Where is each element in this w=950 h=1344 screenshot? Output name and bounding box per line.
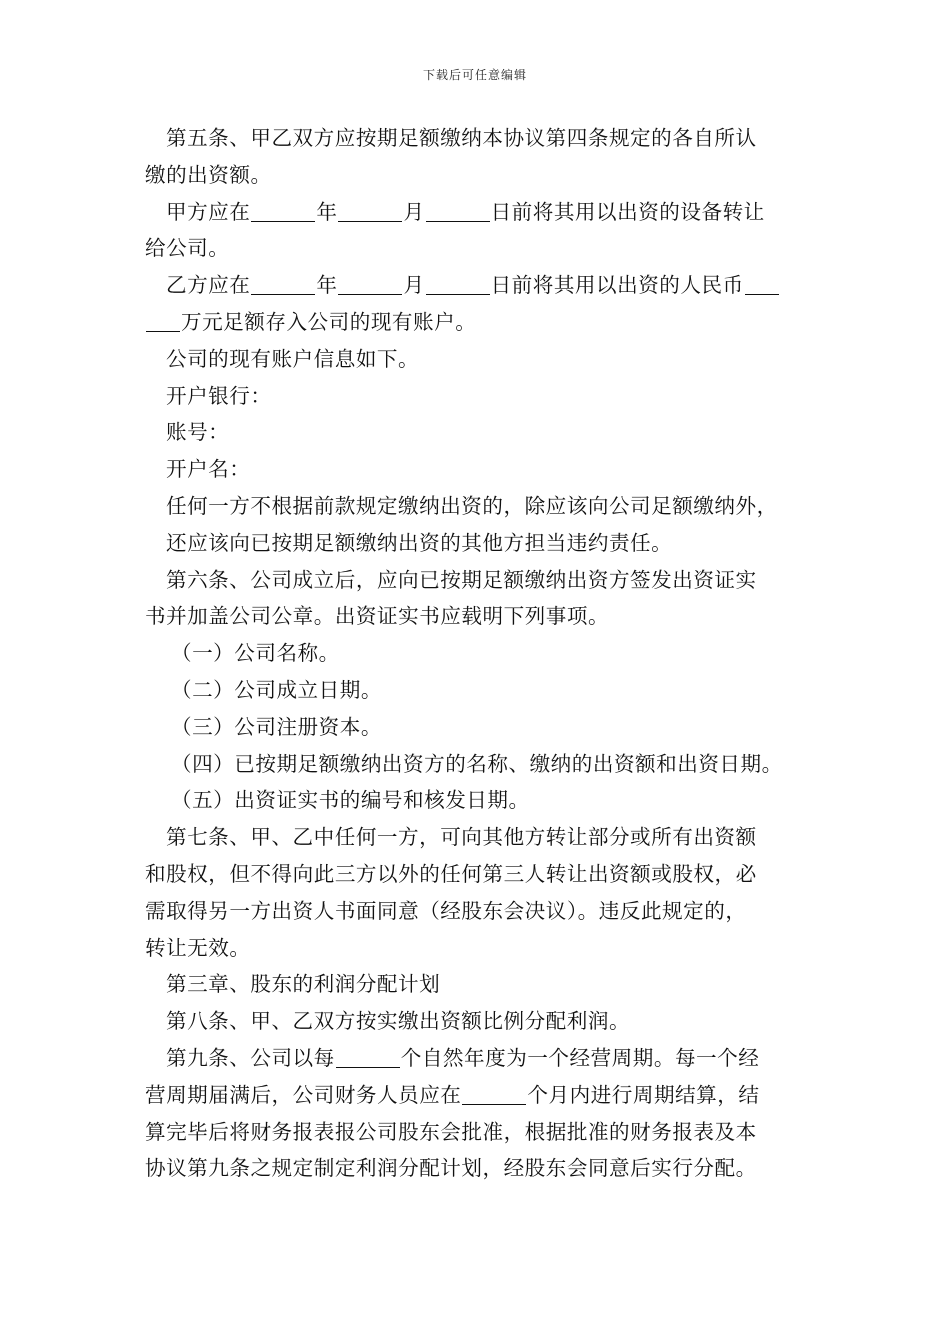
party-b-line-2 [145, 304, 815, 341]
article-7-line-4: 转让无效。 [145, 935, 251, 960]
document-body [145, 120, 815, 1187]
party-b-post: 日前将其用以出资的人民币 [490, 273, 744, 298]
years-blank [336, 1041, 400, 1068]
article-9-line-3: 算完毕后将财务报表报公司股东会批准，根据批准的财务报表及本 [145, 1119, 757, 1144]
year-label: 年 [316, 199, 338, 224]
article-6-item: （二）公司成立日期。 [171, 677, 382, 702]
party-a-line-1 [145, 194, 815, 231]
year-blank [251, 268, 315, 295]
party-a-line-2: 给公司。 [145, 236, 230, 261]
article-6-item: （五）出资证实书的编号和核发日期。 [171, 788, 530, 813]
article-9-line-1 [145, 1040, 815, 1077]
year-label: 年 [316, 273, 338, 298]
page-header: 下载后可任意编辑 [422, 68, 527, 82]
article-9-l2-post: 个月内进行周期结算，结 [527, 1082, 760, 1107]
article-6-line-1: 第六条、公司成立后，应向已按期足额缴纳出资方签发出资证实 [166, 567, 757, 592]
account-bank: 开户银行： [166, 383, 272, 408]
month-label: 月 [403, 199, 425, 224]
article-9-line-2 [145, 1077, 815, 1114]
article-6-line-2: 书并加盖公司公章。出资证实书应载明下列事项。 [145, 604, 610, 629]
day-blank [426, 268, 490, 295]
article-7-line-2: 和股权，但不得向此三方以外的任何第三人转让出资额或股权，必 [145, 861, 757, 886]
article-6-item: （一）公司名称。 [171, 641, 340, 666]
account-name: 开户名： [166, 457, 251, 482]
article-5-line-2: 缴的出资额。 [145, 162, 272, 187]
default-line-2: 还应该向已按期足额缴纳出资的其他方担当违约责任。 [166, 530, 673, 555]
amount-blank-end [146, 305, 180, 332]
party-b-line-2-text: 万元足额存入公司的现有账户。 [181, 309, 477, 334]
default-line-1: 任何一方不根据前款规定缴纳出资的，除应该向公司足额缴纳外， [166, 493, 778, 518]
article-5-line-1: 第五条、甲乙双方应按期足额缴纳本协议第四条规定的各自所认 [166, 126, 757, 150]
month-blank [338, 195, 402, 222]
day-blank [426, 195, 490, 222]
article-6-item: （三）公司注册资本。 [171, 714, 382, 739]
article-9-l1-pre: 第九条、公司以每 [166, 1045, 335, 1070]
article-6-item: （四）已按期足额缴纳出资方的名称、缴纳的出资额和出资日期。 [171, 751, 783, 776]
article-7-line-1: 第七条、甲、乙中任何一方，可向其他方转让部分或所有出资额 [166, 825, 757, 850]
month-label: 月 [403, 273, 425, 298]
chapter-3-heading: 第三章、股东的利润分配计划 [166, 972, 441, 997]
amount-blank-start [745, 268, 779, 295]
party-a-post: 日前将其用以出资的设备转让 [490, 199, 765, 224]
party-a-pre: 甲方应在 [166, 199, 251, 224]
article-7-line-3: 需取得另一方出资人书面同意（经股东会决议）。违反此规定的， [145, 898, 747, 923]
article-8: 第八条、甲、乙双方按实缴出资额比例分配利润。 [166, 1009, 631, 1034]
year-blank [251, 195, 315, 222]
account-number: 账号： [166, 420, 230, 445]
months-blank [462, 1078, 526, 1105]
account-intro: 公司的现有账户信息如下。 [166, 346, 420, 371]
article-9-l1-post: 个自然年度为一个经营周期。每一个经 [400, 1045, 760, 1070]
article-9-l2-pre: 营周期届满后，公司财务人员应在 [145, 1082, 462, 1107]
article-9-line-4: 协议第九条之规定制定利润分配计划，经股东会同意后实行分配。 [145, 1156, 757, 1181]
month-blank [338, 268, 402, 295]
party-b-pre: 乙方应在 [166, 273, 251, 298]
party-b-line-1 [145, 267, 815, 304]
